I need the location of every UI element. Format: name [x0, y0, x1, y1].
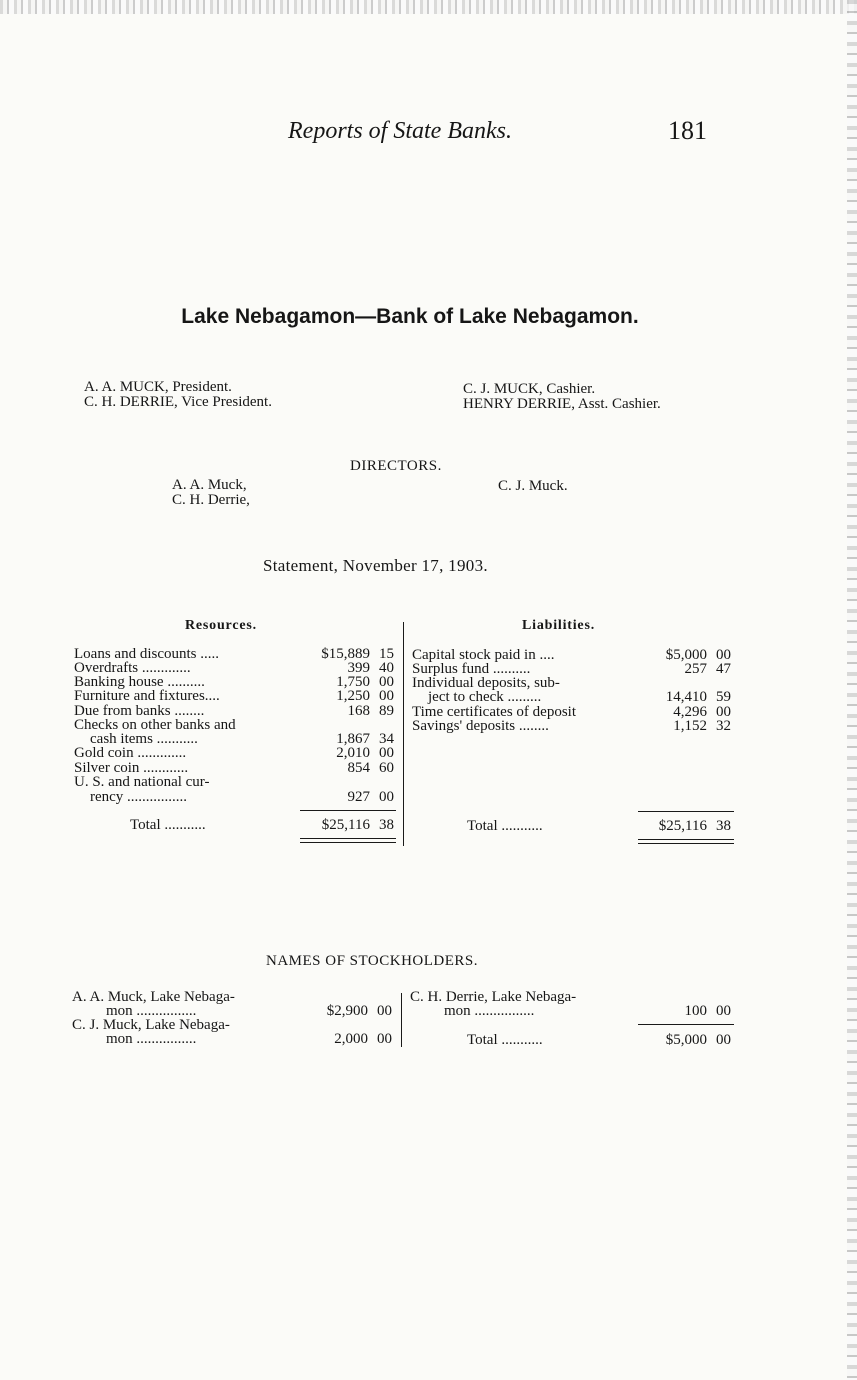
total-cents: 38 — [716, 818, 731, 834]
row-cents: 15 — [379, 646, 394, 662]
row-label: Capital stock paid in .... — [412, 647, 555, 663]
stockholder-name: A. A. Muck, Lake Nebaga- — [72, 989, 235, 1005]
row-label: Gold coin ............. — [74, 745, 187, 761]
row-dollars: 399 — [347, 660, 370, 676]
stockholder-name: C. H. Derrie, Lake Nebaga- — [410, 989, 577, 1005]
row-dollars: 257 — [684, 661, 707, 677]
officer-cashier: C. J. MUCK, Cashier. — [463, 381, 596, 397]
row-cents: 00 — [716, 704, 731, 720]
row-label: Individual deposits, sub- — [412, 675, 560, 691]
row-cents: 00 — [379, 674, 394, 690]
row-label: U. S. and national cur- — [74, 774, 210, 790]
row-label: Due from banks ........ — [74, 703, 205, 719]
row-cents: 60 — [379, 760, 394, 776]
stock-cents: 00 — [377, 1031, 392, 1047]
row-label: Surplus fund .......... — [412, 661, 531, 677]
officer-president: A. A. MUCK, President. — [84, 379, 232, 395]
row-cents: 00 — [379, 688, 394, 704]
row-label: cash items ........... — [90, 731, 198, 747]
row-cents: 59 — [716, 689, 731, 705]
director-item: C. H. Derrie, — [172, 492, 250, 508]
double-rule — [638, 843, 734, 844]
row-cents: 40 — [379, 660, 394, 676]
row-dollars: 1,152 — [673, 718, 707, 734]
stock-dollars: 2,000 — [334, 1031, 368, 1047]
total-cents: 00 — [716, 1032, 731, 1048]
total-dollars: $25,116 — [321, 817, 370, 833]
row-dollars: 1,250 — [336, 688, 370, 704]
row-cents: 47 — [716, 661, 731, 677]
resources-heading: Resources. — [185, 618, 257, 633]
total-label: Total ........... — [130, 817, 206, 833]
row-label: Silver coin ............ — [74, 760, 189, 776]
column-divider — [401, 993, 402, 1047]
row-label: Savings' deposits ........ — [412, 718, 549, 734]
stock-cents: 00 — [716, 1003, 731, 1019]
row-cents: 00 — [379, 789, 394, 805]
officer-vice-president: C. H. DERRIE, Vice President. — [84, 394, 272, 410]
row-cents: 00 — [716, 647, 731, 663]
page-top-edge — [0, 0, 857, 14]
stockholder-name: C. J. Muck, Lake Nebaga- — [72, 1017, 230, 1033]
stock-dollars: $2,900 — [326, 1003, 368, 1019]
row-dollars: 927 — [347, 789, 370, 805]
row-dollars: 4,296 — [673, 704, 707, 720]
column-divider — [403, 622, 404, 846]
bank-title: Lake Nebagamon—Bank of Lake Nebagamon. — [181, 305, 639, 328]
row-cents: 00 — [379, 745, 394, 761]
page-right-edge — [847, 0, 857, 1380]
double-rule — [300, 842, 396, 843]
total-label: Total ........... — [467, 818, 543, 834]
page-number: 181 — [668, 116, 707, 145]
double-rule — [300, 838, 396, 839]
subtotal-rule — [300, 810, 396, 811]
row-label: Time certificates of deposit — [412, 704, 576, 720]
running-title: Reports of State Banks. — [288, 118, 512, 144]
stock-dollars: 100 — [684, 1003, 707, 1019]
row-dollars: 2,010 — [336, 745, 370, 761]
row-label: Banking house .......... — [74, 674, 205, 690]
row-dollars: 168 — [347, 703, 370, 719]
stockholder-name-cont: mon ................ — [106, 1003, 197, 1019]
total-label: Total ........... — [467, 1032, 543, 1048]
row-label: Overdrafts ............. — [74, 660, 191, 676]
total-dollars: $25,116 — [658, 818, 707, 834]
stockholders-heading: NAMES OF STOCKHOLDERS. — [266, 953, 479, 969]
row-dollars: 854 — [347, 760, 370, 776]
director-item: A. A. Muck, — [172, 477, 247, 493]
stockholder-name-cont: mon ................ — [444, 1003, 535, 1019]
row-cents: 89 — [379, 703, 394, 719]
row-label: Loans and discounts ..... — [74, 646, 219, 662]
subtotal-rule — [638, 1024, 734, 1025]
director-item: C. J. Muck. — [498, 478, 568, 494]
row-cents: 34 — [379, 731, 394, 747]
directors-heading: DIRECTORS. — [350, 458, 442, 474]
row-dollars: $5,000 — [665, 647, 707, 663]
double-rule — [638, 839, 734, 840]
row-label: Checks on other banks and — [74, 717, 236, 733]
subtotal-rule — [638, 811, 734, 812]
total-dollars: $5,000 — [665, 1032, 707, 1048]
row-dollars: 14,410 — [665, 689, 707, 705]
row-label: ject to check ......... — [428, 689, 542, 705]
row-label: Furniture and fixtures.... — [74, 688, 220, 704]
stock-cents: 00 — [377, 1003, 392, 1019]
officer-asst-cashier: HENRY DERRIE, Asst. Cashier. — [463, 396, 661, 412]
row-dollars: $15,889 — [321, 646, 370, 662]
statement-title: Statement, November 17, 1903. — [263, 556, 488, 575]
row-dollars: 1,750 — [336, 674, 370, 690]
total-cents: 38 — [379, 817, 394, 833]
liabilities-heading: Liabilities. — [522, 618, 595, 633]
row-cents: 32 — [716, 718, 731, 734]
row-label: rency ................ — [90, 789, 188, 805]
stockholder-name-cont: mon ................ — [106, 1031, 197, 1047]
row-dollars: 1,867 — [336, 731, 370, 747]
